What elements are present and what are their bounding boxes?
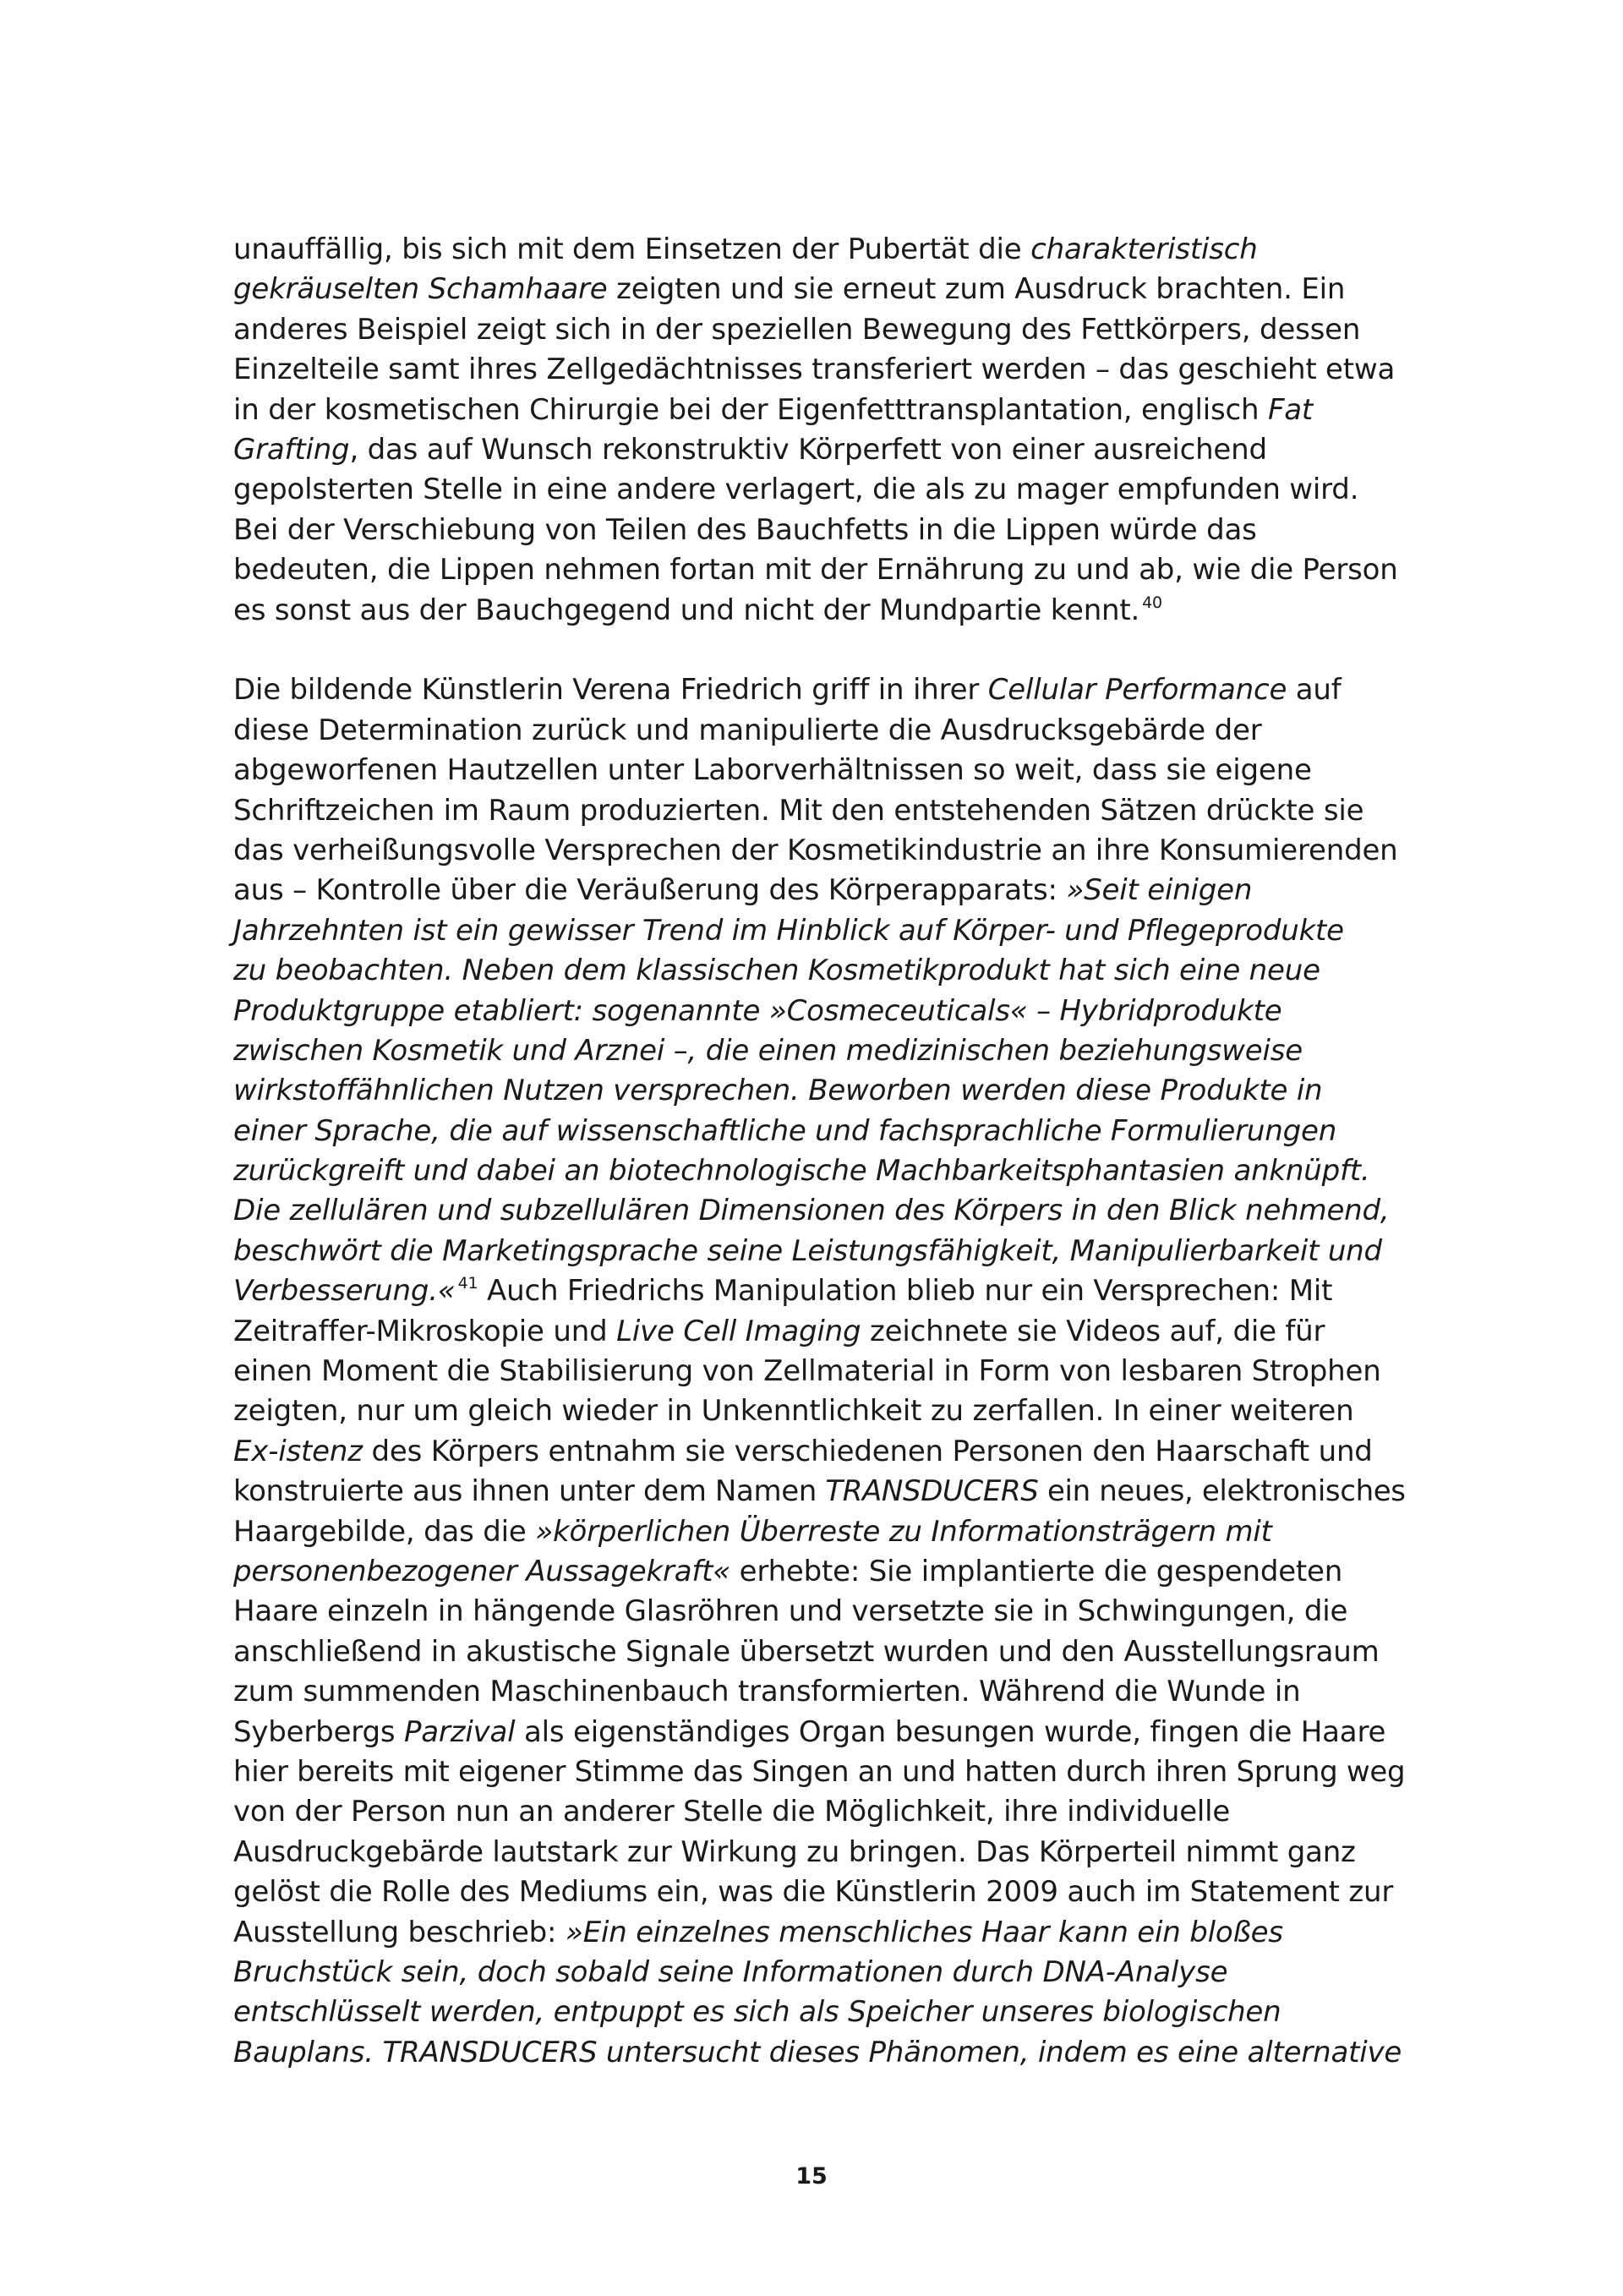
footnote-reference: 41 — [457, 1274, 478, 1293]
text-line — [233, 1151, 1408, 1191]
text-line — [233, 470, 1408, 510]
text-run: unauffällig, bis sich mit dem Einsetzen der Pubertät die — [233, 232, 1031, 266]
italic-text-run: Jahrzehnten ist ein gewisser Trend im Hinblick auf Körper- und Pflegeprodukte — [233, 913, 1344, 948]
body-text — [233, 230, 1408, 2073]
text-line — [233, 1953, 1408, 1993]
text-run: Syberbergs — [233, 1714, 404, 1749]
text-line — [233, 711, 1408, 751]
text-line — [233, 1592, 1408, 1632]
text-line — [233, 2033, 1408, 2073]
text-run: zum summenden Maschinenbauch transformierten. Während die Wunde in — [233, 1675, 1301, 1709]
text-run: zeigten, nur um gleich wieder in Unkenntlichkeit zu zerfallen. In einer weiteren — [233, 1394, 1354, 1429]
text-run: das verheißungsvolle Versprechen der Kosmetikindustrie an ihre Konsumierenden — [233, 833, 1398, 867]
italic-text-run: Cellular Performance — [987, 673, 1287, 708]
text-run: Auch Friedrichs Manipulation blieb nur ein Versprechen: Mit — [478, 1274, 1333, 1309]
text-line — [233, 1191, 1408, 1231]
text-line — [233, 831, 1408, 871]
text-run: in der kosmetischen Chirurgie bei der Eigenfetttransplantation, englisch — [233, 392, 1268, 427]
italic-text-run: »körperlichen Überreste zu Informationsträgern mit — [535, 1514, 1272, 1549]
text-run: erhebte: Sie implantierte die gespendeten — [730, 1555, 1343, 1588]
text-run: Die bildende Künstlerin Verena Friedrich griff in ihrer — [233, 673, 988, 708]
italic-text-run: »Seit einigen — [1066, 873, 1253, 908]
text-line — [233, 591, 1408, 631]
italic-text-run: zu beobachten. Neben dem klassischen Kosmetikprodukt hat sich eine neue — [233, 954, 1320, 988]
italic-text-run: Bauplans. TRANSDUCERS untersucht dieses Phänomen, indem es eine alternative — [233, 2035, 1402, 2069]
page-number: 15 — [795, 2163, 828, 2189]
paragraph — [233, 670, 1408, 2073]
text-line — [233, 1352, 1408, 1391]
text-run: Bei der Verschiebung von Teilen des Bauchfetts in die Lippen würde das — [233, 512, 1257, 547]
text-run: Schriftzeichen im Raum produzierten. Mit den entstehenden Sätzen drückte sie — [233, 793, 1364, 828]
text-line — [233, 350, 1408, 390]
text-line — [233, 550, 1408, 590]
text-run: bedeuten, die Lippen nehmen fortan mit der Ernährung zu und ab, wie die Person — [233, 553, 1398, 588]
text-run: aus – Kontrolle über die Veräußerung des Körperapparats: — [233, 873, 1067, 908]
text-line — [233, 791, 1408, 831]
text-run: anderes Beispiel zeigt sich in der speziellen Bewegung des Fettkörpers, dessen — [233, 312, 1361, 347]
text-line — [233, 1432, 1408, 1472]
italic-text-run: beschwört die Marketingsprache seine Leistungsfähigkeit, Manipulierbarkeit und — [233, 1233, 1382, 1268]
italic-text-run: Verbesserung.« — [233, 1274, 456, 1309]
italic-text-run: Die zellulären und subzellulären Dimensionen des Körpers in den Blick nehmend, — [233, 1194, 1390, 1228]
text-run: Haare einzeln in hängende Glasröhren und versetzte sie in Schwingungen, die — [233, 1594, 1348, 1629]
italic-text-run: Live Cell Imaging — [616, 1314, 861, 1348]
text-line — [233, 430, 1408, 470]
text-line — [233, 871, 1408, 910]
text-run: von der Person nun an anderer Stelle die Möglichkeit, ihre individuelle — [233, 1795, 1231, 1829]
italic-text-run: zwischen Kosmetik und Arznei –, die einen medizinischen beziehungsweise — [233, 1033, 1303, 1068]
italic-text-run: Grafting — [233, 432, 350, 467]
text-run: Einzelteile samt ihres Zellgedächtnisses transferiert werden – das geschieht etwa — [233, 353, 1396, 387]
text-run: Ausdruckgebärde lautstark zur Wirkung zu bringen. Das Körperteil nimmt ganz — [233, 1834, 1356, 1869]
text-line — [233, 1913, 1408, 1953]
text-line — [233, 1512, 1408, 1552]
text-run: diese Determination zurück und manipulierte die Ausdrucksgebärde der — [233, 713, 1262, 747]
text-line — [233, 1071, 1408, 1111]
text-run: anschließend in akustische Signale übersetzt wurden und den Ausstellungsraum — [233, 1634, 1380, 1669]
text-line — [233, 992, 1408, 1031]
text-line — [233, 1472, 1408, 1512]
italic-text-run: einer Sprache, die auf wissenschaftliche und fachsprachliche Formulierungen — [233, 1113, 1337, 1148]
text-run: abgeworfenen Hautzellen unter Laborverhältnissen so weit, dass sie eigene — [233, 753, 1312, 788]
italic-text-run: TRANSDUCERS — [825, 1474, 1039, 1509]
text-run: auf — [1287, 673, 1342, 708]
text-run: zeigten und sie erneut zum Ausdruck brachten. Ein — [607, 272, 1346, 307]
italic-text-run: entschlüsselt werden, entpuppt es sich als Speicher unseres biologischen — [233, 1995, 1281, 2030]
text-run: des Körpers entnahm sie verschiedenen Personen den Haarschaft und — [362, 1434, 1373, 1468]
text-line — [233, 951, 1408, 991]
text-run: Zeitraffer-Mikroskopie und — [233, 1314, 617, 1348]
footnote-reference: 40 — [1142, 593, 1162, 612]
text-line — [233, 270, 1408, 309]
italic-text-run: »Ein einzelnes menschliches Haar kann ein bloßes — [565, 1915, 1283, 1949]
text-run: Haargebilde, das die — [233, 1514, 536, 1549]
italic-text-run: personenbezogener Aussagekraft« — [233, 1555, 731, 1588]
text-run: zeichnete sie Videos auf, die für — [861, 1314, 1325, 1348]
text-line — [233, 1312, 1408, 1352]
text-line — [233, 230, 1408, 270]
text-run: , das auf Wunsch rekonstruktiv Körperfett von einer ausreichend — [349, 432, 1267, 467]
italic-text-run: zurückgreift und dabei an biotechnologische Machbarkeitsphantasien anknüpft. — [233, 1154, 1370, 1189]
text-run: gepolsterten Stelle in eine andere verlagert, die als zu mager empfunden wird. — [233, 473, 1359, 507]
text-line — [233, 1672, 1408, 1712]
text-line — [233, 1713, 1408, 1752]
text-line — [233, 1391, 1408, 1431]
text-run: einen Moment die Stabilisierung von Zellmaterial in Form von lesbaren Strophen — [233, 1354, 1381, 1389]
text-line — [233, 310, 1408, 350]
italic-text-run: Bruchstück sein, doch sobald seine Informationen durch DNA-Analyse — [233, 1954, 1228, 1989]
text-line — [233, 1752, 1408, 1792]
text-run: es sonst aus der Bauchgegend und nicht der Mundpartie kennt. — [233, 593, 1140, 627]
text-line — [233, 1112, 1408, 1151]
text-line — [233, 1031, 1408, 1071]
text-line — [233, 1271, 1408, 1311]
text-line — [233, 391, 1408, 430]
italic-text-run: wirkstoffähnlichen Nutzen versprechen. Beworben werden diese Produkte in — [233, 1074, 1323, 1108]
text-line — [233, 1872, 1408, 1912]
text-line — [233, 1833, 1408, 1872]
text-line — [233, 670, 1408, 710]
text-line — [233, 1552, 1408, 1592]
text-run: konstruierte aus ihnen unter dem Namen — [233, 1474, 826, 1509]
text-line — [233, 1792, 1408, 1832]
text-line — [233, 911, 1408, 951]
text-line — [233, 1232, 1408, 1271]
italic-text-run: gekräuselten Schamhaare — [233, 272, 608, 307]
italic-text-run: Produktgruppe etabliert: sogenannte »Cosmeceuticals« – Hybridprodukte — [233, 993, 1282, 1028]
text-line — [233, 1632, 1408, 1672]
italic-text-run: Fat — [1267, 392, 1314, 427]
text-run: ein neues, elektronisches — [1038, 1474, 1406, 1509]
text-run: hier bereits mit eigener Stimme das Singen an und hatten durch ihren Sprung weg — [233, 1754, 1406, 1789]
italic-text-run: Parzival — [403, 1714, 516, 1749]
text-line — [233, 511, 1408, 550]
italic-text-run: charakteristisch — [1030, 232, 1258, 266]
text-run: als eigenständiges Organ besungen wurde, fingen die Haare — [515, 1714, 1386, 1749]
text-line — [233, 1993, 1408, 2032]
italic-text-run: Ex-istenz — [233, 1434, 363, 1468]
text-run: gelöst die Rolle des Mediums ein, was die Künstlerin 2009 auch im Statement zur — [233, 1875, 1394, 1910]
paragraph — [233, 230, 1408, 631]
text-line — [233, 751, 1408, 790]
text-run: Ausstellung beschrieb: — [233, 1915, 566, 1949]
